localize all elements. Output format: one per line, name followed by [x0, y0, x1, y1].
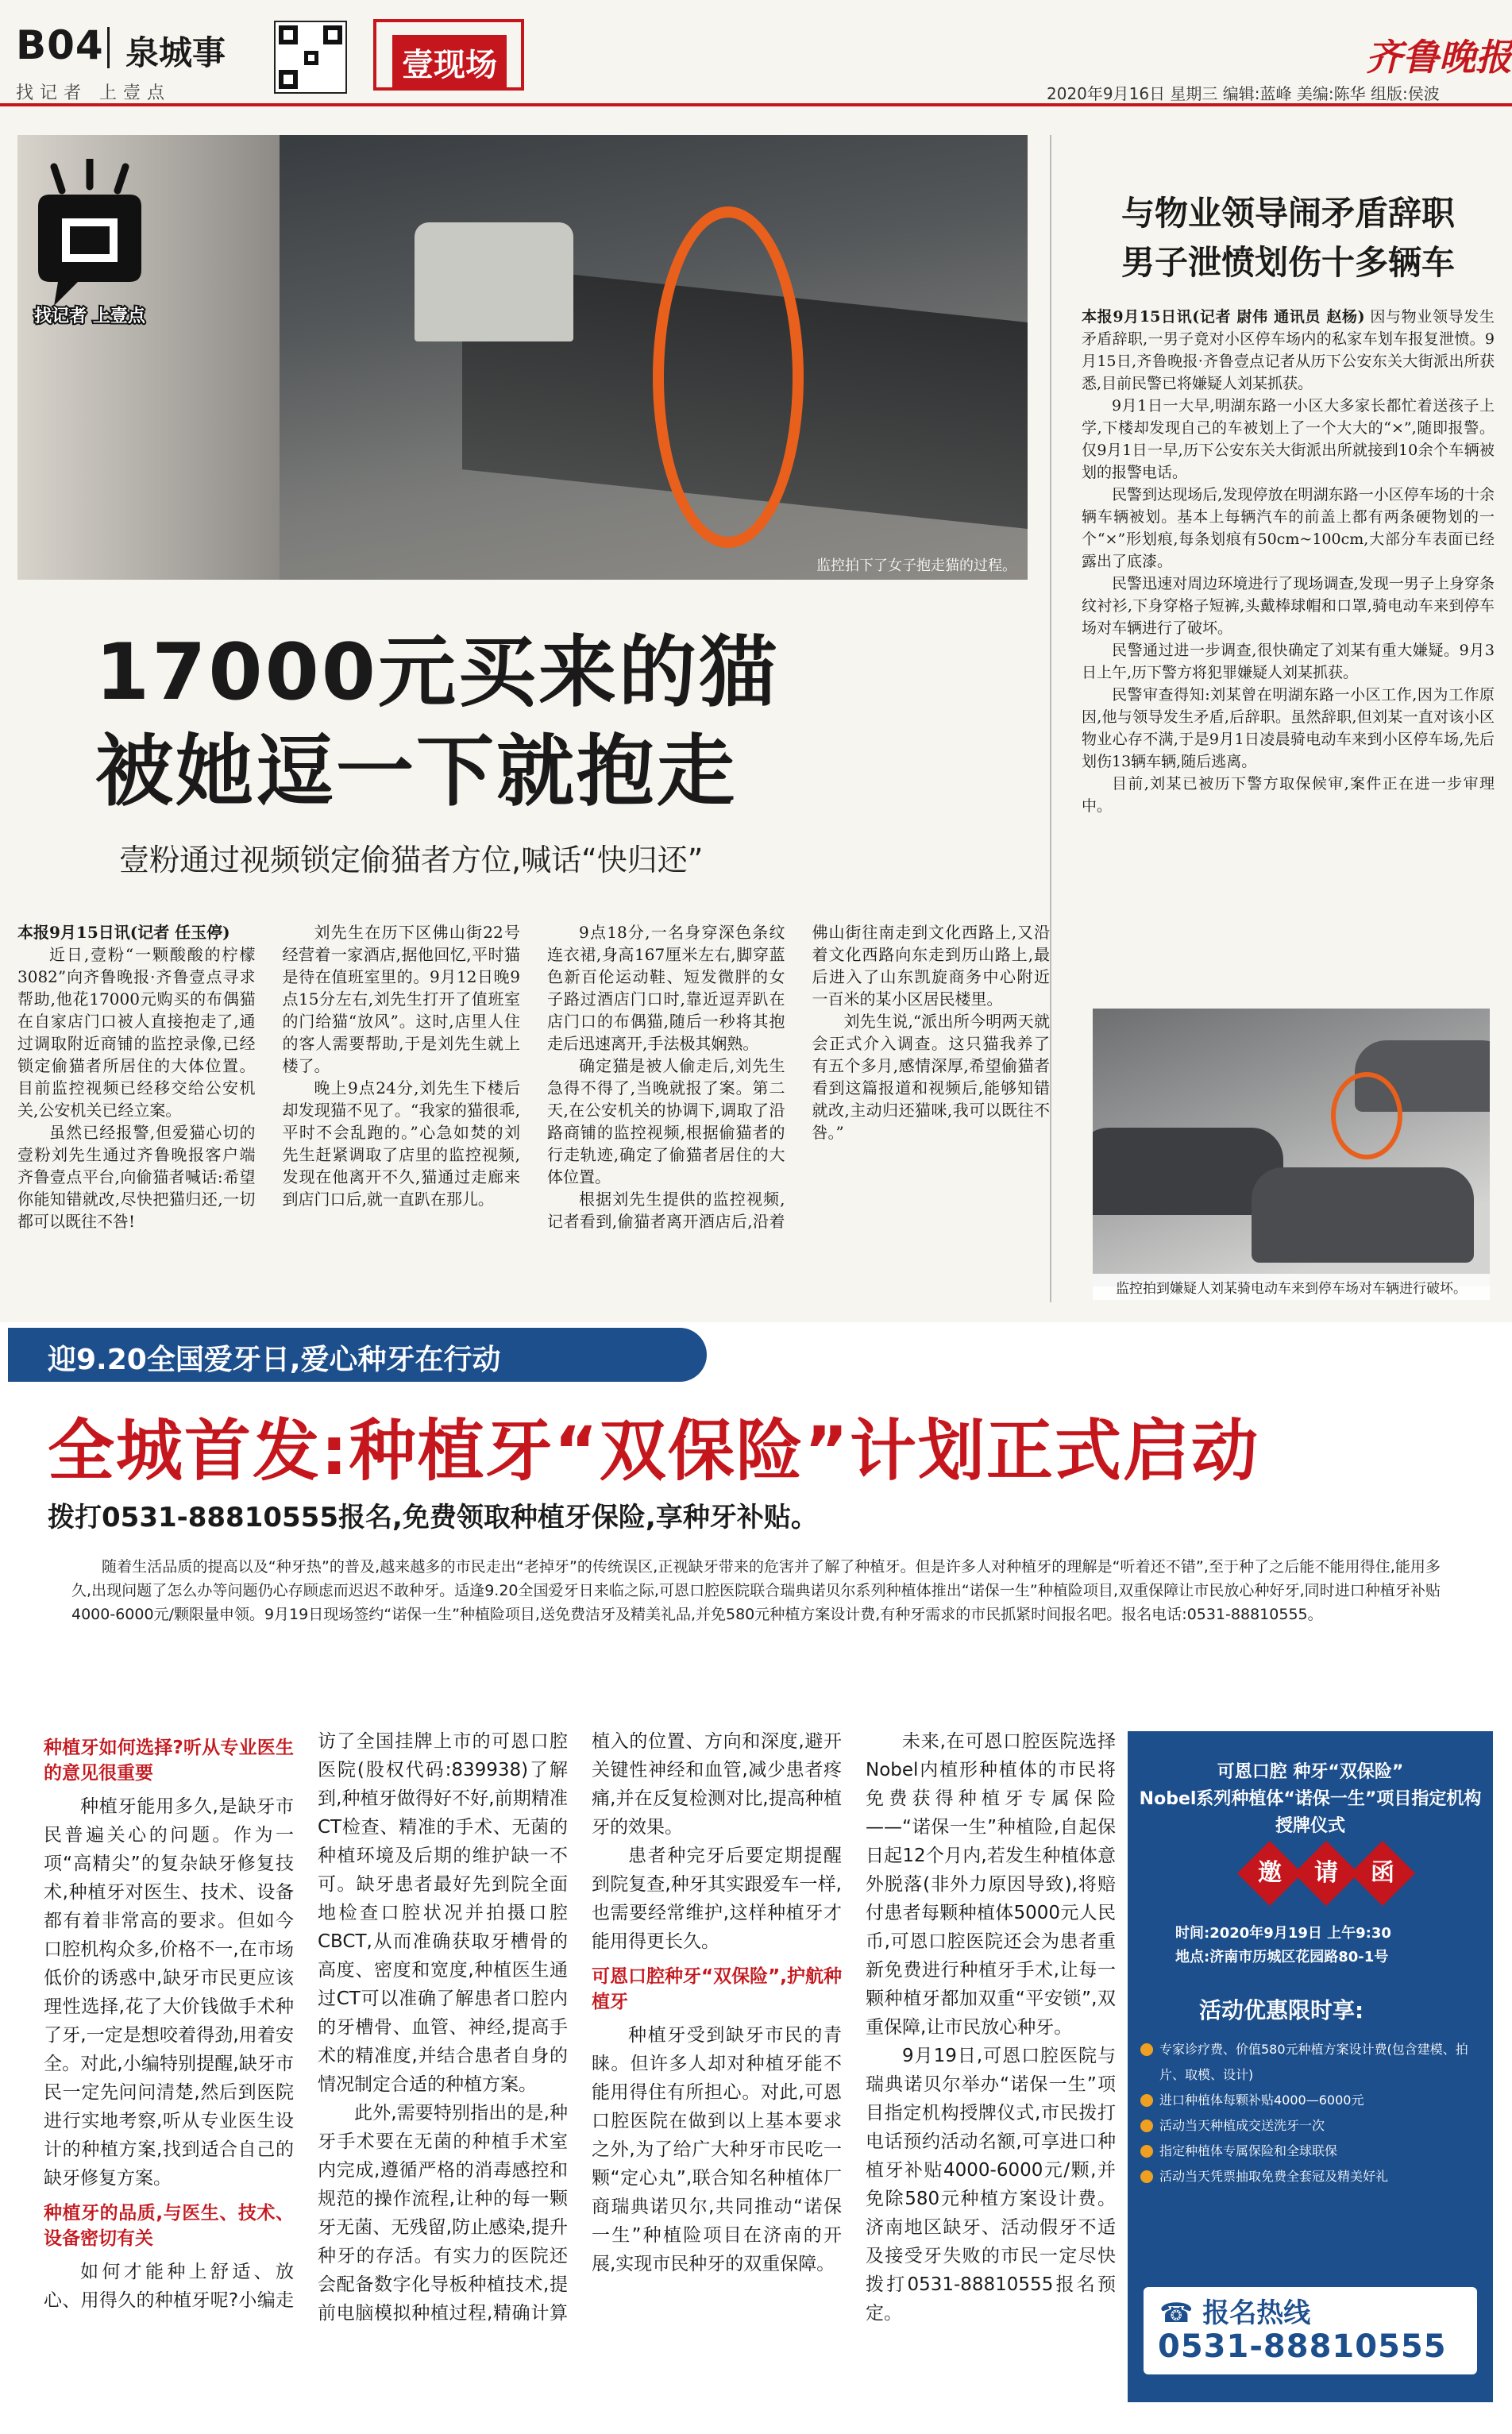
inv-title-line2: Nobel系列种植体“诺保一生”项目指定机构	[1139, 1789, 1482, 1809]
side-paragraph: 民警通过进一步调查,很快确定了刘某有重大嫌疑。9月3日上午,历下警方将犯罪嫌疑人刘某抓获。	[1082, 642, 1495, 681]
inv-title-line1: 可恩口腔 种牙“双保险”	[1217, 1762, 1404, 1782]
badge-label: 找记者 上壹点	[34, 307, 145, 326]
main-subheadline: 壹粉通过视频锁定偷猫者方位,喊话“快归还”	[119, 843, 704, 878]
main-story-body	[17, 921, 1050, 1294]
side-story-body	[1082, 306, 1495, 997]
date-editor-line: 2020年9月16日 星期三 编辑:蓝峰 美编:陈华 组版:侯波	[1047, 84, 1440, 103]
promo-item: 活动当天凭票抽取免费全套冠及精美好礼	[1136, 2164, 1485, 2189]
headline-line2: 被她逗一下就抱走	[95, 727, 738, 817]
column-divider	[1050, 135, 1051, 1302]
parked-van	[415, 222, 573, 341]
main-paragraph: 刘先生说,“派出所今明两天就会正式介入调查。这只猫我养了有五个多月,感情深厚,希望偷猫者看到这篇报道和视频后,能够知错就改,主动归还猫咪,我可以既往不咎。”	[812, 1012, 1050, 1142]
promo-item: 进口种植体每颗补贴4000—6000元	[1136, 2088, 1485, 2113]
headline-line1: 17000元买来的猫	[95, 627, 779, 718]
invitation-title	[1136, 1759, 1485, 1840]
header-divider	[107, 27, 110, 68]
event-place: 地点:济南市历城区花园路80-1号	[1175, 1949, 1389, 1965]
badge: 函	[1350, 1841, 1415, 1906]
main-paragraph: 刘先生在历下区佛山街22号经营着一家酒店,据他回忆,平时猫是待在值班室里的。9月12日晚9点15分左右,刘先生打开了值班室的门给猫“放风”。这时,店里人住的客人需要帮助,于是刘先生就上楼了。	[282, 923, 520, 1075]
side-paragraph: 9月1日一大早,明湖东路一小区大多家长都忙着送孩子上学,下楼却发现自己的车被划上了一个大大的“×”,随即报警。仅9月1日一早,历下公安东关大街派出所就接到10余个车辆被划的报警电话。	[1082, 397, 1495, 481]
ad-banner-text: 迎9.20全国爱牙日,爱心种牙在行动	[48, 1344, 501, 1376]
ad-section-heading: 种植牙如何选择?听从专业医生的意见很重要	[44, 1738, 294, 1784]
main-paragraph: 晚上9点24分,刘先生下楼后却发现猫不见了。“我家的猫很乖,平时不会乱跑的。”心急如焚的刘先生赶紧调取了店里的监控视频,发现在他离开不久,猫通过走廊来到店门口后,就一直趴在那儿。	[282, 1078, 520, 1209]
photo-caption: 监控拍下了女子抱走猫的过程。	[816, 557, 1016, 574]
ad-subtitle: 拨打0531-88810555报名,免费领取种植牙保险,享种牙补贴。	[48, 1502, 818, 1533]
promo-item: 指定种植体专属保险和全球联保	[1136, 2139, 1485, 2164]
ad-intro: 随着生活品质的提高以及“种牙热”的普及,越来越多的市民走出“老掉牙”的传统误区,正视缺牙带来的危害并了解了种植牙。但是许多人对种植牙的理解是“听着还不错”,至于种了之后能不能用得住,能用多久,出现问题了怎么办等问题仍心存顾虑而迟迟不敢种牙。适逢9.20全国爱牙日来临之际,可恩口腔医院联合瑞典诺贝尔系列种植体推出“诺保一生”种植险项目,双重保障让市民放心种好牙,同时进口种植牙补贴4000-6000元/颗限量申领。9月19日现场签约“诺保一生”种植险项目,送免费洁牙及精美礼品,并免580元种植方案设计费,有种牙需求的市民抓紧时间报名吧。报名电话:0531-88810555。	[71, 1558, 1441, 1623]
ad-section-heading: 可恩口腔种牙“双保险”,护航种植牙	[592, 1966, 842, 2012]
badge: 邀	[1237, 1841, 1302, 1906]
hotline-label: ☎ 报名热线	[1159, 2297, 1311, 2329]
surveillance-photo-cat	[17, 135, 1028, 580]
inv-title-line3: 授牌仪式	[1275, 1816, 1345, 1836]
qr-code-icon	[274, 21, 347, 94]
newspaper-logo: 齐鲁晚报	[1366, 36, 1512, 79]
ad-paragraph: 种植牙受到缺牙市民的青睐。但许多人却对种植牙能不能用得住有所担心。对此,可恩口腔医院在做到以上基本要求之外,为了给广大种牙市民吃一颗“定心丸”,联合知名种植体厂商瑞典诺贝尔,共同推动“诺保一生”种植险项目在济南的开展,实现市民种牙的双重保障。	[592, 2025, 842, 2274]
phone-icon: ☎	[1159, 2297, 1194, 2329]
side-byline: 本报9月15日讯(记者 尉伟 通讯员 赵杨)	[1082, 308, 1365, 326]
ad-paragraph: 种植牙能用多久,是缺牙市民普遍关心的问题。作为一项“高精尖”的复杂缺牙修复技术,种植牙对医生、技术、设备都有着非常高的要求。但如今口腔机构众多,价格不一,在市场低价的诱惑中,缺牙市民更应该理性选择,花了大价钱做手术种了牙,一定是想咬着得劲,用着安全。对此,小编特别提醒,缺牙市民一定先问问清楚,然后到医院进行实地考察,听从专业医生设计的种植方案,找到适合自己的缺牙修复方案。	[44, 1796, 294, 2189]
section-name: 泉城事	[125, 33, 226, 72]
ad-section-heading: 种植牙的品质,与医生、技术、设备密切有关	[44, 2203, 294, 2249]
side-title-line1: 与物业领导闹矛盾辞职	[1120, 194, 1455, 233]
side-paragraph: 因与物业领导发生矛盾辞职,一男子竟对小区停车场内的私家车划车报复泄愤。9月15日,齐鲁晚报·齐鲁壹点记者从历下公安东关大街派出所获悉,目前民警已将嫌疑人刘某抓获。	[1082, 308, 1495, 392]
invitation-details	[1175, 1922, 1391, 1969]
section-tag: 壹现场	[392, 35, 507, 90]
page-code: B04	[16, 22, 104, 68]
ad-paragraph: 此外,需要特别指出的是,种牙手术要在无菌的种植手术室内完成,遵循严格的消毒感控和规范的操作流程,让种的每一颗牙无菌、无残留,防止感染,提升种牙的存活。有实力的医院还会配备数字化导板种植技术,提前电脑模拟种植过程,精确计算植入的位置、方向和深度,避开关键性神经和血管,减少患者疼痛,并在反复检测对比,提高种植牙的效果。	[318, 1731, 842, 2324]
header-rule	[0, 103, 1512, 106]
ad-title: 全城首发:种植牙“双保险”计划正式启动	[48, 1412, 1260, 1490]
highlight-circle	[1331, 1072, 1402, 1159]
ad-paragraph: 未来,在可恩口腔医院选择Nobel内植形种植体的市民将免费获得种植牙专属保险——“诺保一生”种植险,自起保日起12个月内,若发生种植体意外脱落(非外力原因导致),将赔付患者每颗种植体5000元人民币,可恩口腔医院还会为患者重新免费进行种植牙手术,让每一颗种植牙都加双重“平安锁”,双重保障,让市民放心种牙。	[866, 1731, 1116, 2038]
promo-item: 活动当天种植成交送洗牙一次	[1136, 2113, 1485, 2139]
main-paragraph: 近日,壹粉“一颗酸酸的柠檬3082”向齐鲁晚报·齐鲁壹点寻求帮助,他花17000元购买的布偶猫在自家店门口被人直接抱走了,通过调取附近商铺的监控录像,已经锁定偷猫者所居住的大体位置。目前监控视频已经移交给公安机关,公安机关已经立案。	[17, 945, 256, 1120]
promo-item: 专家诊疗费、价值580元种植方案设计费(包含建模、拍片、取模、设计)	[1136, 2037, 1485, 2088]
main-paragraph: 9点18分,一名身穿深色条纹连衣裙,身高167厘米左右,脚穿蓝色新百伦运动鞋、短发微胖的女子路过酒店门口时,靠近逗弄趴在店门口的布偶猫,随后一秒将其抱走后迅速离开,手法极其娴熟。	[547, 923, 785, 1053]
surveillance-photo-cars	[1093, 1009, 1490, 1286]
side-photo-caption: 监控拍到嫌疑人刘某骑电动车来到停车场对车辆进行破坏。	[1093, 1274, 1490, 1300]
side-paragraph: 目前,刘某已被历下警方取保候审,案件正在进一步审理中。	[1082, 775, 1495, 815]
promo-title: 活动优惠限时享:	[1199, 1997, 1364, 2023]
ad-paragraph: 患者种完牙后要定期提醒到院复查,种牙其实跟爱车一样,也需要经常维护,这样种植牙才能用得更长久。	[592, 1846, 842, 1952]
side-title-line2: 男子泄愤划伤十多辆车	[1120, 243, 1455, 282]
main-paragraph: 虽然已经报警,但爱猫心切的壹粉刘先生通过齐鲁晚报客户端齐鲁壹点平台,向偷猫者喊话:希望你能知错就改,尽快把猫归还,一切都可以既往不咎!	[17, 1123, 256, 1231]
badge: 请	[1294, 1841, 1359, 1906]
side-story-title	[1082, 189, 1495, 287]
event-time: 时间:2020年9月19日 上午9:30	[1175, 1925, 1391, 1942]
camera-badge-icon	[22, 159, 157, 341]
main-byline: 本报9月15日讯(记者 任玉停)	[17, 923, 230, 942]
ad-paragraph: 如何才能种上舒适、放心、用得久的种植牙呢?小编走访了全国挂牌上市的可恩口腔医院(股权代码:839938)了解到,种植牙做得好不好,前期精准CT检查、精准的手术、无菌的种植环境及后期的维护缺一不可。缺牙患者最好先到院全面地检查口腔状况并拍摄口腔CBCT,从而准确获取牙槽骨的高度、密度和宽度,种植医生通过CT可以准确了解患者口腔内的牙槽骨、血管、神经,提高手术的精准度,并结合患者自身的情况制定合适的种植方案。	[44, 1731, 568, 2311]
ad-body-columns	[44, 1727, 1116, 2402]
promo-list	[1136, 2037, 1485, 2189]
ad-paragraph: 9月19日,可恩口腔医院与瑞典诺贝尔举办“诺保一生”项目指定机构授牌仪式,市民拨打电话预约活动名额,可享进口种植牙补贴4000-6000元/颗,并免除580元种植方案设计费。济南地区缺牙、活动假牙不适及接受牙失败的市民一定尽快拨打0531-88810555报名预定。	[866, 2046, 1116, 2324]
side-paragraph: 民警迅速对周边环境进行了现场调查,发现一男子上身穿条纹衬衫,下身穿格子短裤,头戴棒球帽和口罩,骑电动车来到停车场对车辆进行了破坏。	[1082, 575, 1495, 637]
hotline-number: 0531-88810555	[1158, 2328, 1447, 2365]
invitation-badges	[1247, 1850, 1406, 1896]
side-paragraph: 民警到达现场后,发现停放在明湖东路一小区停车场的十余辆车辆被划。基本上每辆汽车的前盖上都有两条硬物划的一个“×”形划痕,每条划痕有50cm~100cm,大部分车表面已经露出了底漆。	[1082, 486, 1495, 570]
main-paragraph: 根据刘先生提供的监控视频,记者看到,偷猫者离开酒店后,沿着佛山街往南走到文化西路上,又沿着文化西路向东走到历山路上,最后进入了山东凯旋商务中心附近一百米的某小区居民楼里。	[547, 923, 1050, 1231]
side-paragraph: 民警审查得知:刘某曾在明湖东路一小区工作,因为工作原因,他与领导发生矛盾,后辞职。虽然辞职,但刘某一直对该小区物业心存不满,于是9月1日凌晨骑电动车来到小区停车场,先后划伤13辆车辆,随后逃离。	[1082, 686, 1495, 770]
main-paragraph: 确定猫是被人偷走后,刘先生急得不得了,当晚就报了案。第二天,在公安机关的协调下,调取了沿路商铺的监控视频,根据偷猫者的行走轨迹,确定了偷猫者居住的大体位置。	[547, 1056, 785, 1186]
header-slogan: 找记者 上壹点	[16, 83, 171, 103]
main-headline	[95, 623, 969, 822]
highlight-circle	[653, 206, 804, 548]
